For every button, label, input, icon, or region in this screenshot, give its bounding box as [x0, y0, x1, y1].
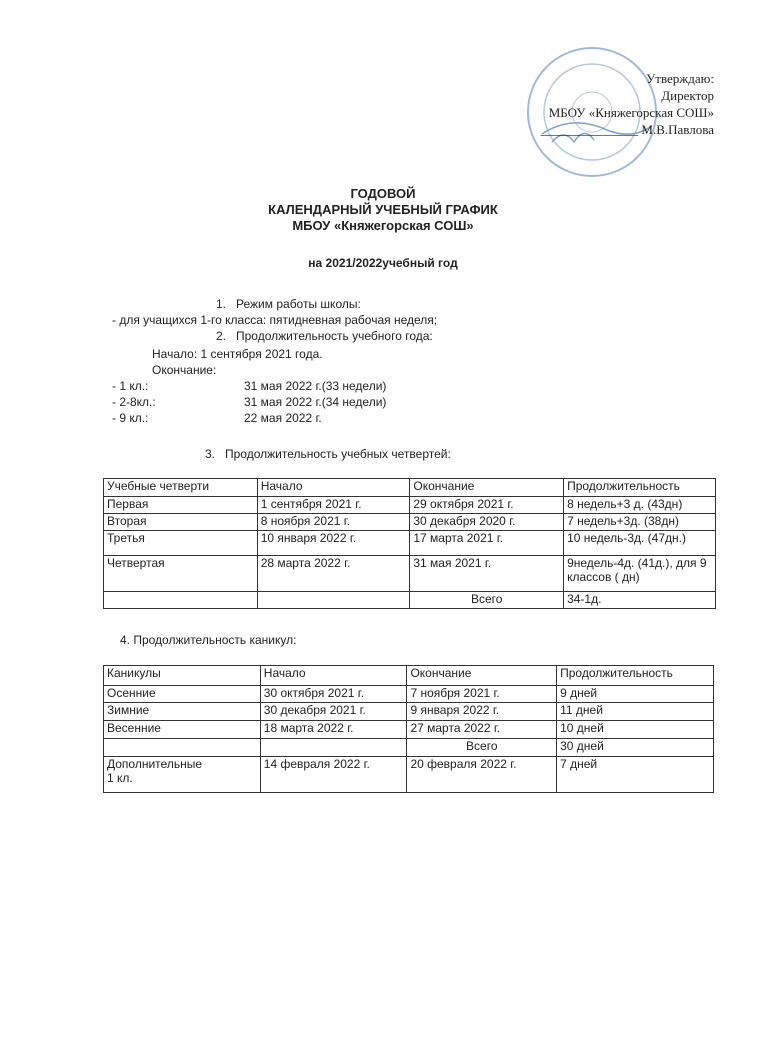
header-cell: Начало: [257, 479, 410, 497]
section2-heading: 2. Продолжительность учебного года:: [216, 329, 433, 343]
table-row: [104, 721, 714, 739]
table-cell: 30 декабря 2020 г.: [410, 514, 564, 531]
table-row: [104, 757, 714, 793]
year-start: Начало: 1 сентября 2021 года.: [152, 347, 323, 361]
table-cell: 7 дней: [557, 757, 714, 793]
table-cell: Третья: [104, 531, 258, 556]
section1-heading: 1. Режим работы школы:: [216, 297, 361, 311]
academic-year: на 2021/2022учебный год: [308, 256, 458, 270]
header-cell: Каникулы: [104, 666, 261, 686]
table-cell: 9 января 2022 г.: [407, 703, 557, 721]
table-cell: 9недель-4д. (41д.), для 9 классов ( дн): [564, 556, 716, 592]
table-row: [104, 531, 716, 556]
table-header-row: [104, 479, 716, 497]
table-cell: Всего: [410, 592, 564, 609]
table-cell: Всего: [407, 739, 557, 757]
table-cell: Четвертая: [104, 556, 258, 592]
table-cell: 10 недель-3д. (47дн.): [564, 531, 716, 556]
director-name: М.В.Павлова: [641, 122, 714, 137]
grade-label: - 9 кл.:: [112, 411, 149, 425]
table-header-row: [104, 666, 714, 686]
table-cell: [104, 739, 261, 757]
year-end-label: Окончание:: [152, 363, 217, 377]
approval-block: [414, 70, 714, 138]
section1-line: - для учащихся 1-го класса: пятидневная рабочая неделя;: [112, 313, 438, 327]
approval-signature: _______________ М.В.Павлова: [540, 122, 714, 137]
table-cell: 1 сентября 2021 г.: [257, 497, 410, 514]
title-line: МБОУ «Княжегорская СОШ»: [292, 218, 474, 233]
table-cell: 30 октября 2021 г.: [260, 686, 407, 703]
section4-heading: 4. Продолжительность каникул:: [120, 633, 297, 647]
header-cell: Окончание: [407, 666, 557, 686]
table-cell: Осенние: [104, 686, 261, 703]
table-total-row: [104, 739, 714, 757]
grade-date: 31 мая 2022 г.(33 недели): [244, 379, 387, 393]
table-cell: 14 февраля 2022 г.: [260, 757, 407, 793]
approval-line: Утверждаю:: [646, 71, 714, 86]
grade-label: - 2-8кл.:: [112, 395, 156, 409]
table-cell: 10 января 2022 г.: [257, 531, 410, 556]
grade-date: 31 мая 2022 г.(34 недели): [244, 395, 387, 409]
table-cell: 20 февраля 2022 г.: [407, 757, 557, 793]
header-cell: Окончание: [410, 479, 564, 497]
table-cell: 29 октября 2021 г.: [410, 497, 564, 514]
table-cell: Вторая: [104, 514, 258, 531]
table-cell: 11 дней: [557, 703, 714, 721]
table-cell: 30 декабря 2021 г.: [260, 703, 407, 721]
table-row: [104, 703, 714, 721]
table-total-row: [104, 592, 716, 609]
table-cell: 10 дней: [557, 721, 714, 739]
header-cell: Начало: [260, 666, 407, 686]
table-cell: 7 ноября 2021 г.: [407, 686, 557, 703]
table-cell: Дополнительные 1 кл.: [104, 757, 261, 793]
table-cell: [104, 592, 258, 609]
table-cell: [260, 739, 407, 757]
grade-date: 22 мая 2022 г.: [244, 411, 322, 425]
table-row: [104, 556, 716, 592]
title-line: КАЛЕНДАРНЫЙ УЧЕБНЫЙ ГРАФИК: [268, 202, 498, 217]
holidays-table: [103, 665, 714, 793]
approval-line: Директор: [661, 88, 714, 103]
table-cell: Зимние: [104, 703, 261, 721]
table-cell: 18 марта 2022 г.: [260, 721, 407, 739]
table-cell: 7 недель+3д. (38дн): [564, 514, 716, 531]
table-cell: 34-1д.: [564, 592, 716, 609]
table-row: [104, 514, 716, 531]
table-cell: 8 ноября 2021 г.: [257, 514, 410, 531]
title-line: ГОДОВОЙ: [350, 186, 416, 201]
header-cell: Продолжительность: [557, 666, 714, 686]
table-row: [104, 497, 716, 514]
header-cell: Учебные четверти: [104, 479, 258, 497]
section3-heading: 3. Продолжительность учебных четвертей:: [205, 447, 451, 461]
table-cell: Первая: [104, 497, 258, 514]
approval-line: МБОУ «Княжегорская СОШ»: [548, 105, 714, 120]
table-cell: 8 недель+3 д. (43дн): [564, 497, 716, 514]
grade-label: - 1 кл.:: [112, 379, 149, 393]
table-cell: Весенние: [104, 721, 261, 739]
header-cell: Продолжительность: [564, 479, 716, 497]
quarters-table: [103, 478, 716, 609]
table-cell: 30 дней: [557, 739, 714, 757]
table-cell: 17 марта 2021 г.: [410, 531, 564, 556]
table-cell: [257, 592, 410, 609]
table-cell: 31 мая 2021 г.: [410, 556, 564, 592]
table-cell: 9 дней: [557, 686, 714, 703]
table-row: [104, 686, 714, 703]
table-cell: 28 марта 2022 г.: [257, 556, 410, 592]
document-title: [0, 186, 766, 234]
table-cell: 27 марта 2022 г.: [407, 721, 557, 739]
